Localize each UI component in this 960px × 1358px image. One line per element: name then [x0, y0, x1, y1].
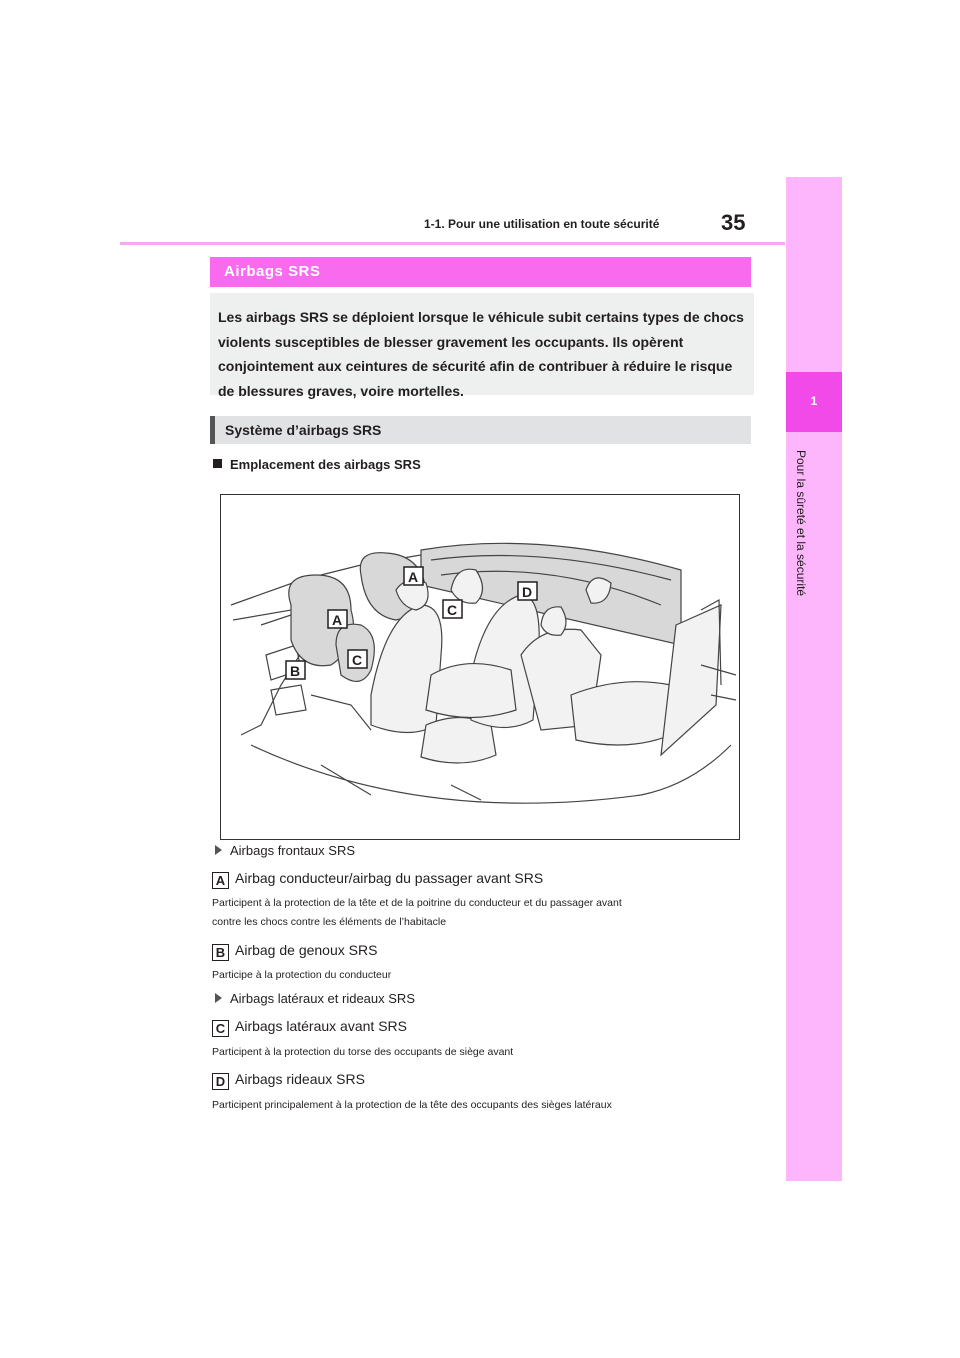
- legend-item-c-desc: Participent à la protection du torse des occupants de siège avant: [212, 1046, 514, 1058]
- legend-group-side: [215, 991, 415, 1006]
- figure-label-a-upper: A: [408, 569, 419, 585]
- page-number: 35: [721, 210, 746, 235]
- chapter-number-tab[interactable]: [786, 372, 842, 432]
- intro-box: [210, 293, 754, 399]
- system-title-bar: [210, 416, 751, 444]
- key-d-icon: D: [212, 1073, 229, 1090]
- figure-label-c-driver: C: [352, 652, 363, 668]
- figure-label-b: B: [290, 663, 301, 679]
- legend-item-a-label: Airbag conducteur/airbag du passager avant SRS: [235, 870, 544, 886]
- legend-item-d-desc: Participent principalement à la protection de la tête des occupants des sièges latéraux: [212, 1099, 612, 1111]
- header-rule: [120, 242, 785, 245]
- airbags-title-bar: [210, 257, 751, 287]
- legend-item-a-desc-line2: contre les chocs contre les éléments de l’habitacle: [212, 916, 447, 928]
- legend-item-d-label: Airbags rideaux SRS: [235, 1071, 365, 1087]
- legend-item-c: [212, 1018, 407, 1037]
- legend-item-c-label: Airbags latéraux avant SRS: [235, 1018, 407, 1034]
- car-interior-illustration: [221, 495, 738, 838]
- figure-label-d: D: [522, 584, 533, 600]
- legend-item-b-desc: Participe à la protection du conducteur: [212, 969, 392, 981]
- legend-group-frontal: [215, 843, 355, 858]
- legend-item-a-desc: [212, 894, 752, 932]
- figure-label-a-lower: A: [332, 612, 343, 628]
- legend-item-b-label: Airbag de genoux SRS: [235, 942, 378, 958]
- system-title: Système d’airbags SRS: [225, 422, 382, 438]
- legend-item-a-desc-line1: Participent à la protection de la tête et de la poitrine du conducteur et du passager avant: [212, 897, 622, 909]
- triangle-bullet-icon: [215, 845, 222, 855]
- section-header: 1-1. Pour une utilisation en toute sécurité: [424, 217, 660, 231]
- figure-label-c-passenger: C: [447, 602, 458, 618]
- chapter-number: 1: [810, 394, 818, 408]
- subheading: [213, 457, 421, 472]
- key-a-icon: A: [212, 872, 229, 889]
- key-b-icon: B: [212, 944, 229, 961]
- key-c-icon: C: [212, 1020, 229, 1037]
- triangle-bullet-icon: [215, 993, 222, 1003]
- chapter-title: Pour la sûreté et la sécurité: [794, 450, 808, 597]
- square-bullet-icon: [213, 459, 222, 468]
- legend-item-a: [212, 870, 543, 889]
- airbags-title: Airbags SRS: [224, 263, 321, 280]
- legend-item-d: [212, 1071, 365, 1090]
- legend-item-b: [212, 942, 377, 961]
- intro-text: Les airbags SRS se déploient lorsque le véhicule subit certains types de chocs violents susceptibles de blesser gravement les occupants. Ils opèrent conjointement aux ceintures de sécurité afin de contribuer à réduire le risque de blessures graves, voire mortelles.: [218, 309, 744, 399]
- airbag-location-figure: [220, 494, 740, 840]
- legend-group-frontal-text: Airbags frontaux SRS: [230, 843, 356, 858]
- legend-group-side-text: Airbags latéraux et rideaux SRS: [230, 991, 415, 1006]
- subheading-text: Emplacement des airbags SRS: [230, 457, 421, 472]
